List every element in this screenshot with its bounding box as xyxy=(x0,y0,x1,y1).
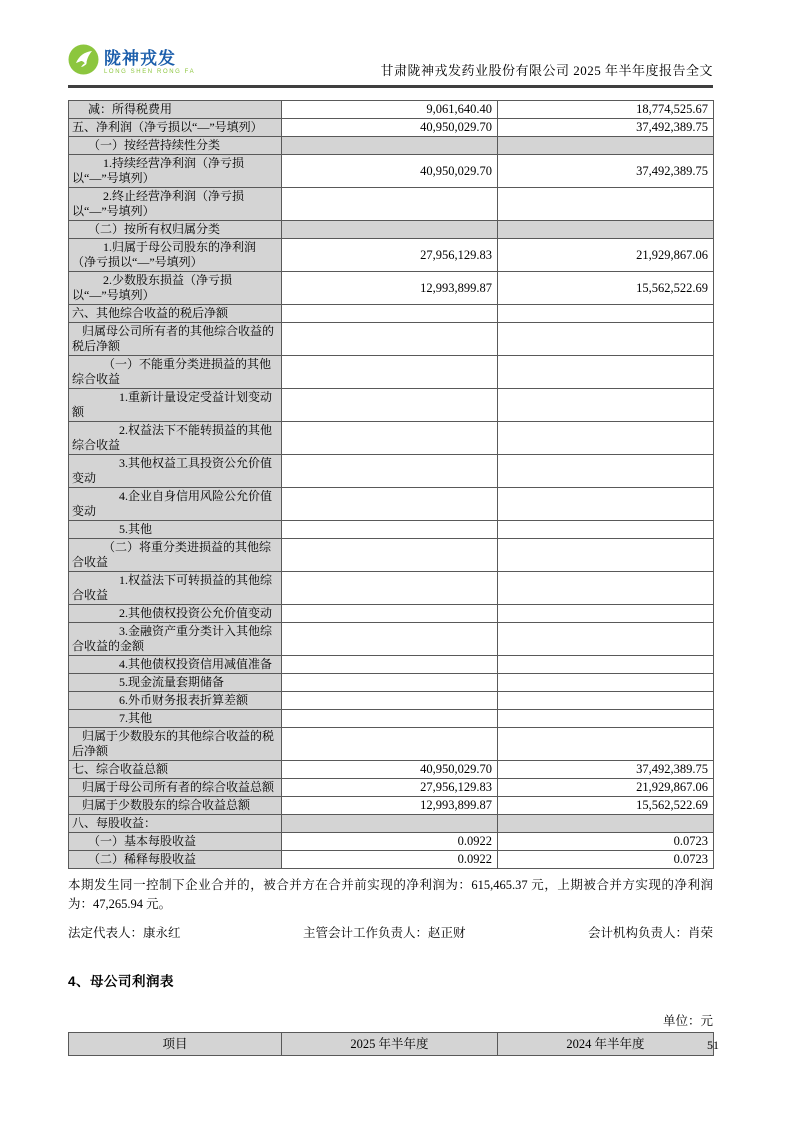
parent-header-cell: 2025 年半年度 xyxy=(282,1033,498,1056)
value-2025-cell: 40,950,029.70 xyxy=(282,155,498,188)
page-number: 51 xyxy=(707,1038,719,1052)
table-row xyxy=(69,674,714,692)
value-2025-cell: 0.0922 xyxy=(282,833,498,851)
row-label-cell: 2.少数股东损益（净亏损以“—”号填列） xyxy=(69,272,282,305)
value-2025-cell xyxy=(282,356,498,389)
table-row xyxy=(69,323,714,356)
value-2024-cell: 37,492,389.75 xyxy=(498,761,714,779)
table-row xyxy=(69,239,714,272)
row-label-cell: 5.其他 xyxy=(69,521,282,539)
row-label-cell: 2.其他债权投资公允价值变动 xyxy=(69,605,282,623)
value-2024-cell: 37,492,389.75 xyxy=(498,155,714,188)
value-2024-cell xyxy=(498,323,714,356)
logo-en-text: LONG SHEN RONG FA xyxy=(104,68,196,75)
table-row xyxy=(69,779,714,797)
row-label-cell: 归属母公司所有者的其他综合收益的税后净额 xyxy=(69,323,282,356)
value-2024-cell xyxy=(498,710,714,728)
value-2025-cell xyxy=(282,389,498,422)
value-2024-cell xyxy=(498,389,714,422)
value-2024-cell: 0.0723 xyxy=(498,833,714,851)
value-2024-cell xyxy=(498,656,714,674)
consolidated-income-statement-table xyxy=(68,100,714,869)
value-2025-cell: 40,950,029.70 xyxy=(282,761,498,779)
parent-income-statement-table xyxy=(68,1032,714,1056)
value-2025-cell: 12,993,899.87 xyxy=(282,272,498,305)
page-content xyxy=(68,0,713,1056)
logo-bird-icon xyxy=(68,44,99,80)
value-2025-cell: 27,956,129.83 xyxy=(282,239,498,272)
row-label-cell: 归属于少数股东的其他综合收益的税后净额 xyxy=(69,728,282,761)
row-label-cell: 归属于母公司所有者的综合收益总额 xyxy=(69,779,282,797)
value-2025-cell xyxy=(282,323,498,356)
unit-label: 单位：元 xyxy=(662,1014,713,1028)
value-2024-cell xyxy=(498,422,714,455)
page-header xyxy=(68,0,713,80)
value-2025-cell xyxy=(282,521,498,539)
value-2025-cell xyxy=(282,674,498,692)
value-2025-cell xyxy=(282,188,498,221)
value-2024-cell xyxy=(498,188,714,221)
value-2025-cell xyxy=(282,815,498,833)
value-2025-cell xyxy=(282,656,498,674)
value-2025-cell xyxy=(282,221,498,239)
row-label-cell: 减：所得税费用 xyxy=(69,101,282,119)
value-2024-cell xyxy=(498,815,714,833)
value-2025-cell xyxy=(282,137,498,155)
value-2025-cell: 12,993,899.87 xyxy=(282,797,498,815)
table-row xyxy=(69,101,714,119)
table-row xyxy=(69,815,714,833)
table-row xyxy=(69,188,714,221)
row-label-cell: 五、净利润（净亏损以“—”号填列） xyxy=(69,119,282,137)
value-2024-cell xyxy=(498,488,714,521)
table-row xyxy=(69,356,714,389)
signature-line xyxy=(68,923,713,941)
table-row xyxy=(69,305,714,323)
row-label-cell: （二）按所有权归属分类 xyxy=(69,221,282,239)
value-2025-cell: 0.0922 xyxy=(282,851,498,869)
header-rule xyxy=(68,85,713,88)
row-label-cell: （一）不能重分类进损益的其他综合收益 xyxy=(69,356,282,389)
company-logo xyxy=(68,44,195,80)
merger-note: 本期发生同一控制下企业合并的，被合并方在合并前实现的净利润为：615,465.37 元，上期被合并方实现的净利润为：47,265.94 元。 xyxy=(68,878,713,911)
row-label-cell: 1.归属于母公司股东的净利润（净亏损以“—”号填列） xyxy=(69,239,282,272)
value-2024-cell: 0.0723 xyxy=(498,851,714,869)
table-row xyxy=(69,137,714,155)
section-heading: 4、母公司利润表 xyxy=(68,974,175,989)
value-2024-cell xyxy=(498,221,714,239)
row-label-cell: （二）稀释每股收益 xyxy=(69,851,282,869)
row-label-cell: 归属于少数股东的综合收益总额 xyxy=(69,797,282,815)
legal-representative: 法定代表人：康永红 xyxy=(68,926,181,940)
value-2025-cell xyxy=(282,728,498,761)
table-row xyxy=(69,539,714,572)
table-row xyxy=(69,488,714,521)
row-label-cell: 2.权益法下不能转损益的其他综合收益 xyxy=(69,422,282,455)
row-label-cell: 3.其他权益工具投资公允价值变动 xyxy=(69,455,282,488)
row-label-cell: （一）基本每股收益 xyxy=(69,833,282,851)
value-2024-cell xyxy=(498,521,714,539)
row-label-cell: 7.其他 xyxy=(69,710,282,728)
value-2024-cell xyxy=(498,623,714,656)
table-row xyxy=(69,119,714,137)
row-label-cell: 六、其他综合收益的税后净额 xyxy=(69,305,282,323)
value-2024-cell: 18,774,525.67 xyxy=(498,101,714,119)
value-2025-cell: 27,956,129.83 xyxy=(282,779,498,797)
table-row xyxy=(69,761,714,779)
chief-accountant: 主管会计工作负责人：赵正财 xyxy=(302,926,466,940)
table-row xyxy=(69,521,714,539)
value-2025-cell xyxy=(282,305,498,323)
value-2025-cell xyxy=(282,605,498,623)
value-2025-cell xyxy=(282,488,498,521)
value-2024-cell xyxy=(498,137,714,155)
table-row xyxy=(69,455,714,488)
value-2025-cell xyxy=(282,692,498,710)
parent-header-cell: 2024 年半年度 xyxy=(498,1033,714,1056)
table-row xyxy=(69,389,714,422)
row-label-cell: 6.外币财务报表折算差额 xyxy=(69,692,282,710)
value-2024-cell xyxy=(498,692,714,710)
value-2024-cell xyxy=(498,305,714,323)
value-2025-cell xyxy=(282,539,498,572)
logo-text-block xyxy=(104,50,195,75)
logo-cn-text: 陇神戎发 xyxy=(104,48,176,68)
value-2024-cell: 15,562,522.69 xyxy=(498,272,714,305)
value-2024-cell xyxy=(498,674,714,692)
value-2025-cell xyxy=(282,455,498,488)
value-2024-cell: 21,929,867.06 xyxy=(498,239,714,272)
row-label-cell: 3.金融资产重分类计入其他综合收益的金额 xyxy=(69,623,282,656)
parent-header-cell: 项目 xyxy=(69,1033,282,1056)
row-label-cell: （一）按经营持续性分类 xyxy=(69,137,282,155)
row-label-cell: 1.权益法下可转损益的其他综合收益 xyxy=(69,572,282,605)
table-row xyxy=(69,272,714,305)
row-label-cell: 4.其他债权投资信用减值准备 xyxy=(69,656,282,674)
value-2025-cell: 9,061,640.40 xyxy=(282,101,498,119)
row-label-cell: 4.企业自身信用风险公允价值变动 xyxy=(69,488,282,521)
value-2024-cell: 37,492,389.75 xyxy=(498,119,714,137)
table-row xyxy=(69,728,714,761)
table-row xyxy=(69,605,714,623)
table-row xyxy=(69,656,714,674)
row-label-cell: 2.终止经营净利润（净亏损以“—”号填列） xyxy=(69,188,282,221)
value-2024-cell xyxy=(498,455,714,488)
table-row xyxy=(69,797,714,815)
row-label-cell: 1.重新计量设定受益计划变动额 xyxy=(69,389,282,422)
value-2025-cell xyxy=(282,422,498,455)
value-2025-cell xyxy=(282,623,498,656)
table-row xyxy=(69,155,714,188)
value-2024-cell xyxy=(498,605,714,623)
row-label-cell: 1.持续经营净利润（净亏损以“—”号填列） xyxy=(69,155,282,188)
value-2025-cell: 40,950,029.70 xyxy=(282,119,498,137)
value-2024-cell xyxy=(498,728,714,761)
value-2024-cell xyxy=(498,356,714,389)
table-row xyxy=(69,572,714,605)
value-2024-cell xyxy=(498,539,714,572)
value-2024-cell: 15,562,522.69 xyxy=(498,797,714,815)
table-row xyxy=(69,692,714,710)
parent-table-header-row xyxy=(69,1033,714,1056)
row-label-cell: 七、综合收益总额 xyxy=(69,761,282,779)
table-row xyxy=(69,623,714,656)
value-2025-cell xyxy=(282,572,498,605)
row-label-cell: 5.现金流量套期储备 xyxy=(69,674,282,692)
row-label-cell: 八、每股收益： xyxy=(69,815,282,833)
table-row xyxy=(69,221,714,239)
value-2025-cell xyxy=(282,710,498,728)
table-row xyxy=(69,710,714,728)
accounting-head: 会计机构负责人：肖荣 xyxy=(587,926,713,940)
document-title: 甘肃陇神戎发药业股份有限公司 2025 年半年度报告全文 xyxy=(380,63,713,78)
value-2024-cell xyxy=(498,572,714,605)
table-row xyxy=(69,422,714,455)
table-row xyxy=(69,833,714,851)
row-label-cell: （二）将重分类进损益的其他综合收益 xyxy=(69,539,282,572)
table-row xyxy=(69,851,714,869)
value-2024-cell: 21,929,867.06 xyxy=(498,779,714,797)
